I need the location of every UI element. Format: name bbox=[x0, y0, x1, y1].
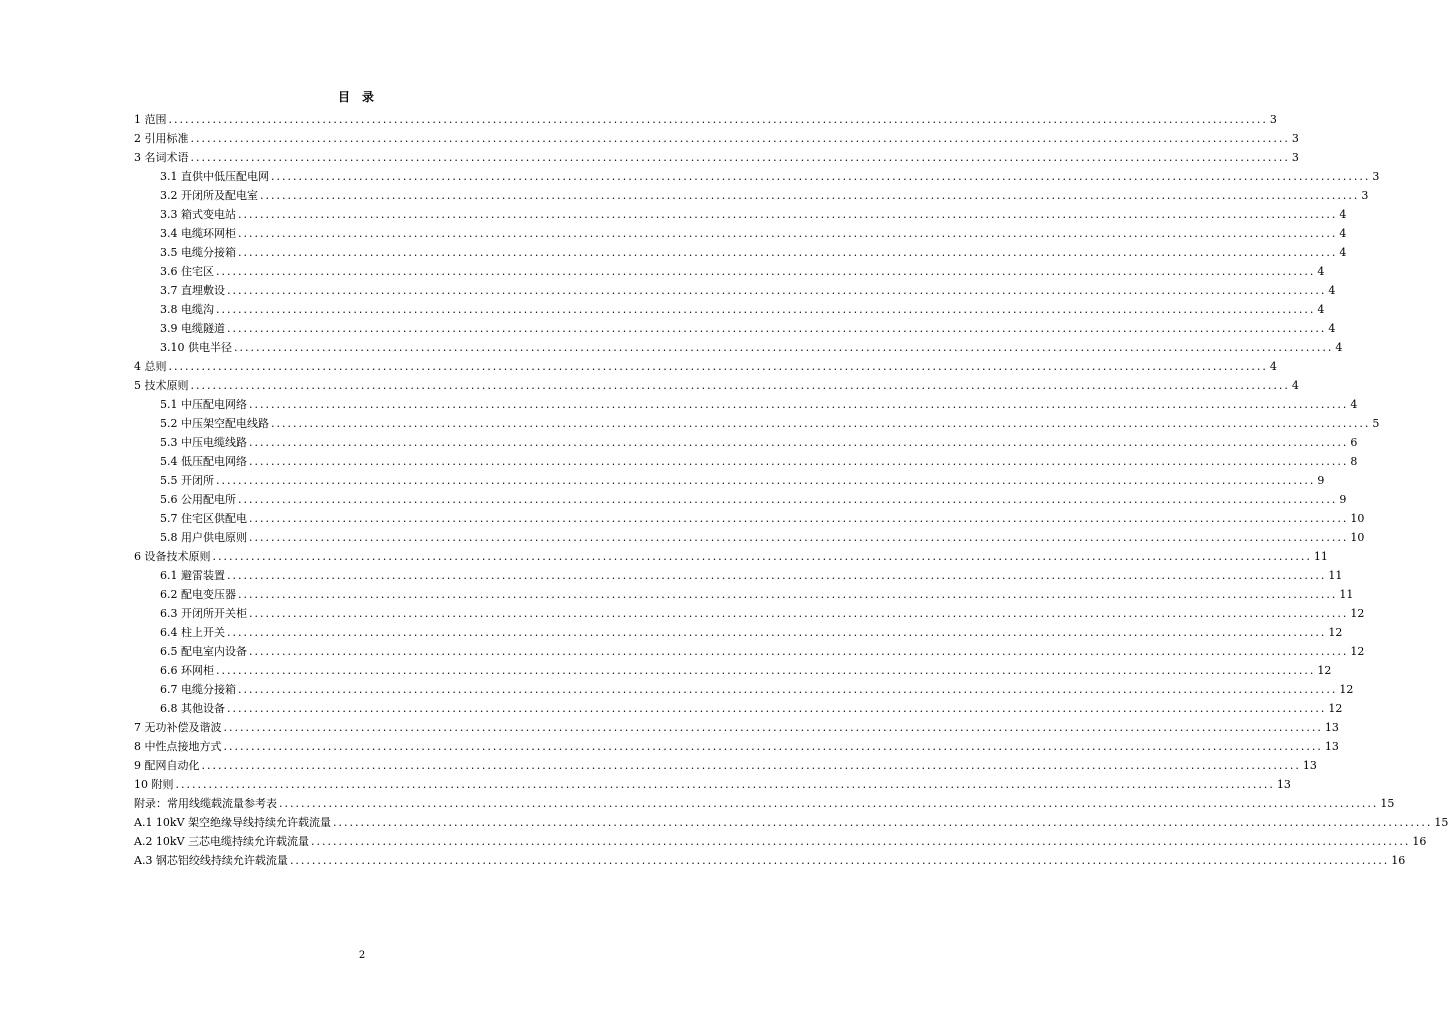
toc-entry-page: 9 bbox=[1339, 493, 1347, 506]
toc-entry-page: 3 bbox=[1361, 189, 1369, 202]
toc-entry[interactable] bbox=[134, 243, 1347, 262]
toc-entry[interactable] bbox=[134, 794, 1395, 813]
toc-entry-label: 3 名词术语 bbox=[134, 151, 189, 164]
toc-entry-label: 5.3 中压电缆线路 bbox=[160, 436, 247, 449]
toc-entry-label: 5.2 中压架空配电线路 bbox=[160, 417, 269, 430]
toc-entry-page: 4 bbox=[1339, 227, 1347, 240]
toc-entry-label: 2 引用标准 bbox=[134, 132, 189, 145]
toc-entry-label: 3.6 住宅区 bbox=[160, 265, 214, 278]
dot-leader: ........................................................................................................................................................................................................ bbox=[238, 683, 1338, 696]
dot-leader: ........................................................................................................................................................................................................ bbox=[227, 702, 1327, 715]
dot-leader: ........................................................................................................................................................................................................ bbox=[227, 322, 1327, 335]
dot-leader: ........................................................................................................................................................................................................ bbox=[190, 132, 1290, 145]
toc-entry-label: 3.9 电缆隧道 bbox=[160, 322, 225, 335]
toc-entry-label: 4 总则 bbox=[134, 360, 167, 373]
toc-entry-label: 5 技术原则 bbox=[134, 379, 189, 392]
toc-entry-label: 6 设备技术原则 bbox=[134, 550, 211, 563]
dot-leader: ........................................................................................................................................................................................................ bbox=[279, 797, 1379, 810]
dot-leader: ........................................................................................................................................................................................................ bbox=[227, 626, 1327, 639]
toc-entry-label: 6.2 配电变压器 bbox=[160, 588, 236, 601]
toc-entry[interactable] bbox=[134, 528, 1365, 547]
dot-leader: ........................................................................................................................................................................................................ bbox=[249, 645, 1349, 658]
dot-leader: ........................................................................................................................................................................................................ bbox=[238, 246, 1338, 259]
toc-entry[interactable] bbox=[134, 186, 1369, 205]
toc-entry-page: 12 bbox=[1328, 702, 1343, 715]
dot-leader: ........................................................................................................................................................................................................ bbox=[216, 474, 1316, 487]
toc-entry[interactable] bbox=[134, 148, 1299, 167]
toc-entry[interactable] bbox=[134, 205, 1347, 224]
toc-entry-page: 4 bbox=[1317, 303, 1325, 316]
toc-entry-page: 10 bbox=[1350, 512, 1365, 525]
dot-leader: ........................................................................................................................................................................................................ bbox=[227, 284, 1327, 297]
toc-entry-label: 5.1 中压配电网络 bbox=[160, 398, 247, 411]
toc-entry-label: 10 附则 bbox=[134, 778, 174, 791]
toc-entry-label: 6.1 避雷装置 bbox=[160, 569, 225, 582]
toc-entry-page: 9 bbox=[1317, 474, 1325, 487]
toc-entry[interactable] bbox=[134, 509, 1365, 528]
dot-leader: ........................................................................................................................................................................................................ bbox=[168, 360, 1268, 373]
dot-leader: ........................................................................................................................................................................................................ bbox=[249, 398, 1349, 411]
toc-entry[interactable] bbox=[134, 775, 1291, 794]
dot-leader: ........................................................................................................................................................................................................ bbox=[216, 303, 1316, 316]
toc-entry-page: 10 bbox=[1350, 531, 1365, 544]
toc-entry[interactable] bbox=[134, 699, 1343, 718]
toc-entry-label: 6.7 电缆分接箱 bbox=[160, 683, 236, 696]
toc-entry-page: 11 bbox=[1313, 550, 1328, 563]
dot-leader: ........................................................................................................................................................................................................ bbox=[216, 265, 1316, 278]
dot-leader: ........................................................................................................................................................................................................ bbox=[271, 417, 1371, 430]
dot-leader: ........................................................................................................................................................................................................ bbox=[168, 113, 1268, 126]
toc-entry[interactable] bbox=[134, 281, 1336, 300]
dot-leader: ........................................................................................................................................................................................................ bbox=[216, 664, 1316, 677]
toc-entry-label: 3.10 供电半径 bbox=[160, 341, 232, 354]
toc-entry[interactable] bbox=[134, 851, 1406, 870]
toc-entry[interactable] bbox=[134, 813, 1448, 832]
toc-entry-page: 13 bbox=[1276, 778, 1291, 791]
toc-entry[interactable] bbox=[134, 300, 1325, 319]
toc-entry-label: 5.8 用户供电原则 bbox=[160, 531, 247, 544]
toc-entry-label: 3.1 直供中低压配电网 bbox=[160, 170, 269, 183]
dot-leader: ........................................................................................................................................................................................................ bbox=[249, 531, 1349, 544]
toc-entry-page: 4 bbox=[1328, 284, 1336, 297]
toc-entry[interactable] bbox=[134, 319, 1336, 338]
toc-entry-page: 4 bbox=[1291, 379, 1299, 392]
toc-entry[interactable] bbox=[134, 433, 1358, 452]
toc-entry-label: 6.8 其他设备 bbox=[160, 702, 225, 715]
toc-entry-page: 4 bbox=[1269, 360, 1277, 373]
toc-entry-page: 4 bbox=[1339, 246, 1347, 259]
toc-entry-page: 4 bbox=[1335, 341, 1343, 354]
toc-entry-page: 13 bbox=[1324, 740, 1339, 753]
toc-entry[interactable] bbox=[134, 357, 1277, 376]
toc-entry[interactable] bbox=[134, 832, 1427, 851]
toc-entry-page: 15 bbox=[1434, 816, 1448, 829]
toc-entry-label: A.2 10kV 三芯电缆持续允许载流量 bbox=[134, 835, 310, 848]
toc-entry-page: 3 bbox=[1372, 170, 1380, 183]
dot-leader: ........................................................................................................................................................................................................ bbox=[238, 493, 1338, 506]
toc-entry-page: 8 bbox=[1350, 455, 1358, 468]
toc-entry-label: 3.8 电缆沟 bbox=[160, 303, 214, 316]
toc-entry-page: 11 bbox=[1339, 588, 1354, 601]
dot-leader: ........................................................................................................................................................................................................ bbox=[223, 721, 1323, 734]
toc-entry[interactable] bbox=[134, 642, 1365, 661]
dot-leader: ........................................................................................................................................................................................................ bbox=[289, 854, 1390, 867]
toc-entry[interactable] bbox=[134, 756, 1317, 775]
toc-entry-page: 12 bbox=[1350, 645, 1365, 658]
toc-entry[interactable] bbox=[134, 224, 1347, 243]
dot-leader: ........................................................................................................................................................................................................ bbox=[249, 436, 1349, 449]
dot-leader: ........................................................................................................................................................................................................ bbox=[249, 607, 1349, 620]
dot-leader: ........................................................................................................................................................................................................ bbox=[333, 816, 1433, 829]
toc-entry[interactable] bbox=[134, 414, 1380, 433]
toc-entry-label: 6.5 配电室内设备 bbox=[160, 645, 247, 658]
toc-entry-label: 6.4 柱上开关 bbox=[160, 626, 225, 639]
dot-leader: ........................................................................................................................................................................................................ bbox=[271, 170, 1371, 183]
toc-entry-page: 4 bbox=[1350, 398, 1358, 411]
toc-entry[interactable] bbox=[134, 566, 1343, 585]
dot-leader: ........................................................................................................................................................................................................ bbox=[212, 550, 1312, 563]
toc-entry-label: 5.4 低压配电网络 bbox=[160, 455, 247, 468]
toc-entry-label: 8 中性点接地方式 bbox=[134, 740, 222, 753]
dot-leader: ........................................................................................................................................................................................................ bbox=[175, 778, 1275, 791]
toc-entry-label: 3.2 开闭所及配电室 bbox=[160, 189, 258, 202]
toc-entry-page: 13 bbox=[1302, 759, 1317, 772]
dot-leader: ........................................................................................................................................................................................................ bbox=[227, 569, 1327, 582]
toc-entry[interactable] bbox=[134, 338, 1343, 357]
dot-leader: ........................................................................................................................................................................................................ bbox=[238, 588, 1338, 601]
toc-entry-label: 7 无功补偿及谐波 bbox=[134, 721, 222, 734]
toc-entry[interactable] bbox=[134, 262, 1325, 281]
toc-entry-label: 附录：常用线缆载流量参考表 bbox=[134, 797, 277, 810]
toc-entry-page: 3 bbox=[1291, 151, 1299, 164]
toc-entry[interactable] bbox=[134, 490, 1347, 509]
toc-entry[interactable] bbox=[134, 395, 1358, 414]
toc-entry[interactable] bbox=[134, 661, 1332, 680]
toc-entry[interactable] bbox=[134, 547, 1328, 566]
page-number: 2 bbox=[358, 950, 366, 961]
toc-entry[interactable] bbox=[134, 452, 1358, 471]
toc-entry-label: 1 范围 bbox=[134, 113, 167, 126]
dot-leader: ........................................................................................................................................................................................................ bbox=[311, 835, 1411, 848]
toc-entry-label: A.3 钢芯铝绞线持续允许载流量 bbox=[134, 854, 288, 867]
toc-entry[interactable] bbox=[134, 471, 1325, 490]
toc-entry-page: 11 bbox=[1328, 569, 1343, 582]
toc-entry-page: 5 bbox=[1372, 417, 1380, 430]
toc-entry[interactable] bbox=[134, 718, 1339, 737]
dot-leader: ........................................................................................................................................................................................................ bbox=[190, 379, 1290, 392]
toc-entry-page: 6 bbox=[1350, 436, 1358, 449]
toc-entry-label: 3.5 电缆分接箱 bbox=[160, 246, 236, 259]
toc-entry-label: 9 配网自动化 bbox=[134, 759, 200, 772]
toc-entry-page: 15 bbox=[1380, 797, 1395, 810]
toc-entry[interactable] bbox=[134, 680, 1354, 699]
toc-entry-label: 5.5 开闭所 bbox=[160, 474, 214, 487]
dot-leader: ........................................................................................................................................................................................................ bbox=[201, 759, 1301, 772]
dot-leader: ........................................................................................................................................................................................................ bbox=[234, 341, 1334, 354]
toc-entry-page: 3 bbox=[1291, 132, 1299, 145]
dot-leader: ........................................................................................................................................................................................................ bbox=[249, 455, 1349, 468]
toc-entry-label: 6.3 开闭所开关柜 bbox=[160, 607, 247, 620]
toc-list bbox=[134, 110, 1448, 870]
toc-entry-page: 16 bbox=[1412, 835, 1427, 848]
toc-entry-page: 12 bbox=[1350, 607, 1365, 620]
toc-entry[interactable] bbox=[134, 737, 1339, 756]
toc-entry[interactable] bbox=[134, 129, 1299, 148]
dot-leader: ........................................................................................................................................................................................................ bbox=[190, 151, 1290, 164]
dot-leader: ........................................................................................................................................................................................................ bbox=[223, 740, 1323, 753]
toc-entry-page: 12 bbox=[1339, 683, 1354, 696]
dot-leader: ........................................................................................................................................................................................................ bbox=[238, 227, 1338, 240]
toc-entry-label: 3.7 直埋敷设 bbox=[160, 284, 225, 297]
toc-entry-label: 3.4 电缆环网柜 bbox=[160, 227, 236, 240]
toc-entry[interactable] bbox=[134, 110, 1277, 129]
toc-title: 目录 bbox=[337, 90, 386, 104]
toc-entry-page: 3 bbox=[1269, 113, 1277, 126]
toc-entry-label: 5.7 住宅区供配电 bbox=[160, 512, 247, 525]
toc-entry-page: 4 bbox=[1328, 322, 1336, 335]
toc-entry-label: 3.3 箱式变电站 bbox=[160, 208, 236, 221]
toc-entry[interactable] bbox=[134, 167, 1380, 186]
dot-leader: ........................................................................................................................................................................................................ bbox=[238, 208, 1338, 221]
toc-entry[interactable] bbox=[134, 376, 1299, 395]
toc-entry-page: 4 bbox=[1339, 208, 1347, 221]
toc-entry[interactable] bbox=[134, 585, 1354, 604]
toc-entry-page: 12 bbox=[1328, 626, 1343, 639]
dot-leader: ........................................................................................................................................................................................................ bbox=[249, 512, 1349, 525]
toc-entry-page: 12 bbox=[1317, 664, 1332, 677]
toc-entry-page: 16 bbox=[1391, 854, 1406, 867]
toc-entry-label: 6.6 环网柜 bbox=[160, 664, 214, 677]
toc-entry-page: 4 bbox=[1317, 265, 1325, 278]
toc-entry-label: A.1 10kV 架空绝缘导线持续允许载流量 bbox=[134, 816, 332, 829]
toc-entry[interactable] bbox=[134, 623, 1343, 642]
toc-entry-label: 5.6 公用配电所 bbox=[160, 493, 236, 506]
toc-entry-page: 13 bbox=[1324, 721, 1339, 734]
toc-entry[interactable] bbox=[134, 604, 1365, 623]
dot-leader: ........................................................................................................................................................................................................ bbox=[260, 189, 1360, 202]
